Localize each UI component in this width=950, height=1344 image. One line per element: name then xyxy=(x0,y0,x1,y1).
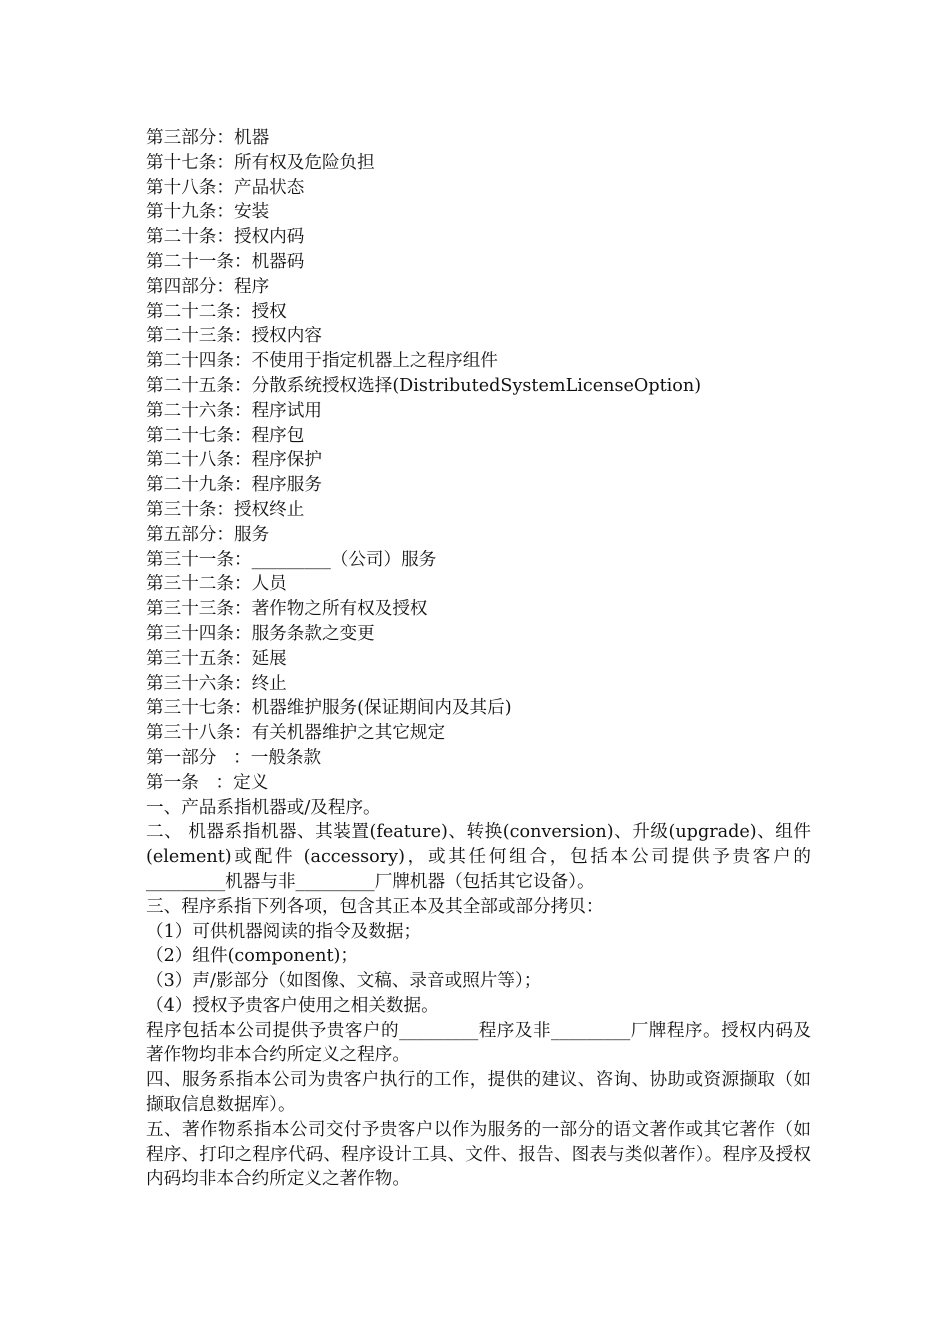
toc-article-38: 第三十八条：有关机器维护之其它规定 xyxy=(146,723,446,744)
program-item-2: （2）组件(component)； xyxy=(146,946,359,967)
program-item-3: （3）声/影部分（如图像、文稿、录音或照片等）； xyxy=(146,971,542,992)
definition-service: 四、服务系指本公司为贵客户执行的工作，提供的建议、咨询、协助或资源撷取（如撷取信息数据库）。 xyxy=(146,1070,811,1116)
program-item-1: （1）可供机器阅读的指令及数据； xyxy=(146,921,422,942)
toc-article-33: 第三十三条：著作物之所有权及授权 xyxy=(146,599,428,620)
toc-article-20: 第二十条：授权内码 xyxy=(146,227,305,248)
document-page xyxy=(146,126,811,1192)
toc-part3: 第三部分：机器 xyxy=(146,128,270,148)
toc-article-18: 第十八条：产品状态 xyxy=(146,177,305,198)
toc-article-21: 第二十一条：机器码 xyxy=(146,251,305,272)
definition-program: 三、程序系指下列各项，包含其正本及其全部或部分拷贝： xyxy=(146,896,604,917)
toc-article-19: 第十九条：安装 xyxy=(146,202,270,223)
toc-part5: 第五部分：服务 xyxy=(146,524,270,545)
toc-article-31: 第三十一条：_________（公司）服务 xyxy=(146,549,437,570)
toc-article-34: 第三十四条：服务条款之变更 xyxy=(146,623,375,644)
toc-article-35: 第三十五条：延展 xyxy=(146,648,287,669)
toc-article-28: 第二十八条：程序保护 xyxy=(146,450,322,471)
part1-heading: 第一部分 ：一般条款 xyxy=(146,747,322,768)
toc-article-26: 第二十六条：程序试用 xyxy=(146,400,322,421)
toc-article-32: 第三十二条：人员 xyxy=(146,574,287,595)
toc-article-22: 第二十二条：授权 xyxy=(146,301,287,322)
definition-work: 五、著作物系指本公司交付予贵客户以作为服务的一部分的语文著作或其它著作（如程序、打印之程序代码、程序设计工具、文件、报告、图表与类似著作）。程序及授权内码均非本合约所定义之著作物。 xyxy=(146,1119,811,1190)
toc-article-29: 第二十九条：程序服务 xyxy=(146,475,322,496)
definition-product: 一、产品系指机器或/及程序。 xyxy=(146,797,381,818)
program-note: 程序包括本公司提供予贵客户的_________程序及非_________厂牌程序。授权内码及著作物均非本合约所定义之程序。 xyxy=(146,1020,811,1066)
article1-heading: 第一条 ：定义 xyxy=(146,772,269,793)
table-of-contents xyxy=(146,126,811,746)
toc-article-27: 第二十七条：程序包 xyxy=(146,425,305,446)
toc-article-36: 第三十六条：终止 xyxy=(146,673,287,694)
toc-article-30: 第三十条：授权终止 xyxy=(146,499,305,520)
toc-article-24: 第二十四条：不使用于指定机器上之程序组件 xyxy=(146,351,498,372)
toc-article-25: 第二十五条：分散系统授权选择(DistributedSystemLicenseOption) xyxy=(146,375,702,396)
definition-machine: 二、 机器系指机器、其装置(feature)、转换(conversion)、升级(upgrade)、组件(element)或配件 (accessory)，或其任何组合，包括本公司提供予贵客户的_________机器与非_________厂牌机器（包括其它设备）。 xyxy=(146,822,811,892)
toc-article-23: 第二十三条：授权内容 xyxy=(146,326,322,347)
toc-article-17: 第十七条：所有权及危险负担 xyxy=(146,152,375,173)
program-item-4: （4）授权予贵客户使用之相关数据。 xyxy=(146,995,439,1016)
toc-part4: 第四部分：程序 xyxy=(146,276,270,297)
toc-article-37: 第三十七条：机器维护服务(保证期间内及其后) xyxy=(146,698,512,719)
